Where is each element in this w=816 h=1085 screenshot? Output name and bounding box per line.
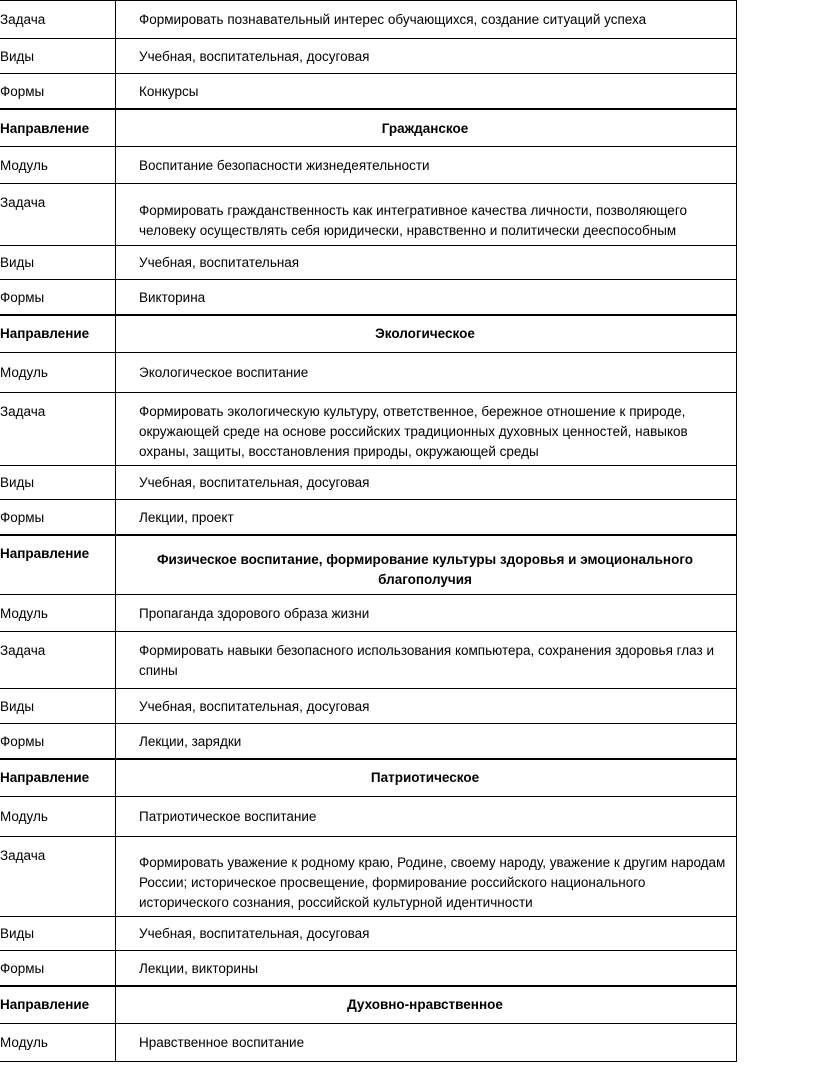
row-label: Задача	[0, 393, 116, 466]
row-value: Патриотическое воспитание	[116, 797, 737, 837]
row-value: Конкурсы	[116, 74, 737, 109]
section-title: Физическое воспитание, формирование культуры здоровья и эмоционального благополучия	[116, 535, 737, 595]
section-label: Направление	[0, 535, 116, 595]
table-row	[0, 595, 737, 632]
row-value: Формировать уважение к родному краю, Родине, своему народу, уважение к другим народам России; историческое просвещение, формирование российского национального исторического сознания, российской культурной идентичности	[116, 837, 737, 917]
section-label: Направление	[0, 759, 116, 797]
row-label: Модуль	[0, 1024, 116, 1062]
row-label: Формы	[0, 74, 116, 109]
row-label: Виды	[0, 246, 116, 280]
section-title: Экологическое	[116, 315, 737, 353]
row-value: Лекции, проект	[116, 500, 737, 535]
table-row	[0, 951, 737, 986]
row-label: Модуль	[0, 595, 116, 632]
row-label: Виды	[0, 689, 116, 724]
row-label: Формы	[0, 500, 116, 535]
row-label: Задача	[0, 837, 116, 917]
table-row	[0, 1024, 737, 1062]
table-row	[0, 74, 737, 109]
section-header-row	[0, 986, 737, 1024]
table-row	[0, 797, 737, 837]
row-label: Виды	[0, 917, 116, 951]
table-row	[0, 837, 737, 917]
row-value: Формировать гражданственность как интегративное качества личности, позволяющего человеку осуществлять себя юридически, нравственно и политически дееспособным	[116, 184, 737, 246]
table-row	[0, 724, 737, 759]
row-value: Формировать познавательный интерес обучающихся, создание ситуаций успеха	[116, 1, 737, 39]
row-value: Нравственное воспитание	[116, 1024, 737, 1062]
table-row	[0, 147, 737, 184]
row-value: Учебная, воспитательная, досуговая	[116, 917, 737, 951]
row-value: Лекции, викторины	[116, 951, 737, 986]
table-row	[0, 353, 737, 393]
row-value: Викторина	[116, 280, 737, 315]
row-label: Модуль	[0, 797, 116, 837]
table-row	[0, 280, 737, 315]
row-value: Формировать навыки безопасного использования компьютера, сохранения здоровья глаз и спины	[116, 632, 737, 689]
section-header-row	[0, 109, 737, 147]
row-value: Воспитание безопасности жизнедеятельности	[116, 147, 737, 184]
row-value: Учебная, воспитательная, досуговая	[116, 689, 737, 724]
row-label: Виды	[0, 466, 116, 500]
section-title: Гражданское	[116, 109, 737, 147]
table-row	[0, 246, 737, 280]
section-label: Направление	[0, 315, 116, 353]
section-header-row	[0, 315, 737, 353]
row-value: Учебная, воспитательная, досуговая	[116, 39, 737, 74]
row-label: Виды	[0, 39, 116, 74]
section-title: Патриотическое	[116, 759, 737, 797]
row-label: Задача	[0, 1, 116, 39]
table-row	[0, 393, 737, 466]
section-header-row	[0, 535, 737, 595]
table-row	[0, 1, 737, 39]
table-row	[0, 184, 737, 246]
table-row	[0, 917, 737, 951]
row-label: Формы	[0, 951, 116, 986]
row-value: Экологическое воспитание	[116, 353, 737, 393]
section-label: Направление	[0, 986, 116, 1024]
row-value: Учебная, воспитательная	[116, 246, 737, 280]
table-row	[0, 689, 737, 724]
row-value: Пропаганда здорового образа жизни	[116, 595, 737, 632]
row-value: Лекции, зарядки	[116, 724, 737, 759]
table-row	[0, 632, 737, 689]
section-label: Направление	[0, 109, 116, 147]
row-label: Модуль	[0, 147, 116, 184]
row-label: Задача	[0, 184, 116, 246]
row-label: Модуль	[0, 353, 116, 393]
section-title: Духовно-нравственное	[116, 986, 737, 1024]
table-row	[0, 39, 737, 74]
table-row	[0, 466, 737, 500]
section-header-row	[0, 759, 737, 797]
table-row	[0, 500, 737, 535]
row-label: Задача	[0, 632, 116, 689]
row-label: Формы	[0, 280, 116, 315]
row-label: Формы	[0, 724, 116, 759]
row-value: Учебная, воспитательная, досуговая	[116, 466, 737, 500]
row-value: Формировать экологическую культуру, ответственное, бережное отношение к природе, окружающей среде на основе российских традиционных духовных ценностей, навыков охраны, защиты, восстановления природы, окружающей среды	[116, 393, 737, 466]
